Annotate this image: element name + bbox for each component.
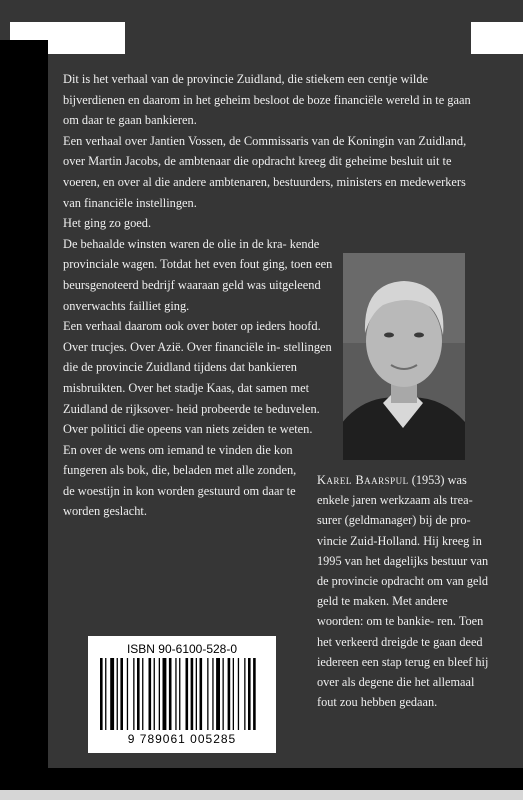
author-bio	[317, 470, 492, 712]
blurb-paragraph: En over de wens om iemand te vinden die kon fungeren als bok, die, beladen met alle zonden, de woestijn in kon worden gestuurd om daar te worden geslacht.	[63, 442, 297, 519]
ean-digits: 9 789061 005285	[127, 732, 237, 746]
blurb-paragraph: Dit is het verhaal van de provincie Zuidland, die stiekem een centje wilde bijverdienen en daarom in het geheim besloot de boze financiële wereld in te gaan om daar te gaan bankieren.	[63, 72, 471, 128]
isbn-number: ISBN 90-6100-528-0	[126, 642, 238, 656]
black-bottom-bar	[0, 768, 523, 790]
page-edge	[0, 790, 523, 800]
blurb-paragraph: Over trucjes. Over Azië. Over financiële in- stellingen die de provincie Zuidland tijdens dat bankieren misbruikten. Over het stadje Kaas, dat samen met Zuidland de rijksover- heid probeerde te beduvelen. Over politici die opeens van niets zeiden te weten.	[63, 339, 332, 437]
author-bio-text: (1953) was enkele jaren werkzaam als trea- surer (geldmanager) bij de pro- vincie Zuid-Holland. Hij kreeg in 1995 van het dagelijks bestuur van de provincie opdracht om van geld geld te maken. Met andere woorden: om te bankie- ren. Toen het verkeerd dreigde te gaan deed iedereen een stap terug en bleef hij over als degene die het allemaal fout zou hebben gedaan.	[317, 473, 489, 710]
author-portrait-icon	[343, 253, 465, 460]
white-accent-bar-right	[471, 22, 523, 54]
blurb-paragraph: Een verhaal over Jantien Vossen, de Commissaris van de Koningin van Zuidland, over Martin Jacobs, de ambtenaar die opdracht kreeg dit geheime besluit uit te voeren, en over al die andere ambtenaren, bestuurders, ministers en medewerkers van financiële instellingen.	[63, 133, 467, 210]
blurb-paragraph: Een verhaal daarom ook over boter op ieders hoofd.	[63, 319, 321, 334]
isbn-barcode	[88, 636, 276, 753]
blurb-paragraph: Het ging zo goed.	[63, 216, 152, 231]
barcode-bars-icon	[98, 658, 266, 732]
black-side-bar	[0, 40, 48, 780]
blurb-paragraph: De behaalde winsten waren de olie in de kra- kende provinciale wagen. Totdat het even fout ging, toen een beursgenoteerd bedrijf waaraan geld was uitgeleend onverwachts failliet ging.	[63, 236, 333, 313]
author-name: Karel Baarspul	[317, 473, 409, 487]
author-photo	[343, 253, 465, 460]
